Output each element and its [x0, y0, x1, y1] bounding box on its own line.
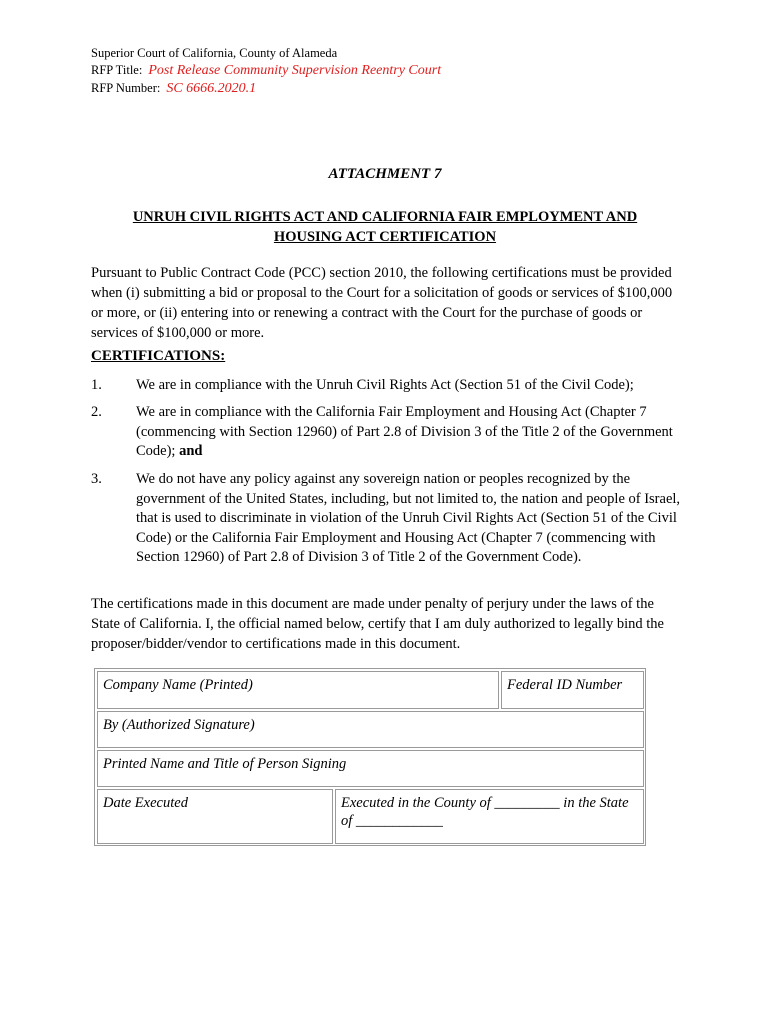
- court-name: Superior Court of California, County of Alameda: [91, 46, 338, 60]
- company-name-label: Company Name (Printed): [103, 677, 253, 693]
- authorized-signature-label: By (Authorized Signature): [103, 717, 255, 733]
- company-name-field[interactable]: [97, 671, 499, 709]
- attachment-heading: ATTACHMENT 7: [328, 166, 442, 182]
- item-text: We do not have any policy against any sovereign nation or peoples recognized by the government of the United States, including, but not limited to, the nation and people of Israel, that is used to discriminate in violation of the Unruh Civil Rights Act (Section 51 of the Civil Code) or the California Fair Employment and Housing Act (Chapter 7 (commencing with Section 12960) of Part 2.8 of Division 3 of Title 2 of the Government Code).: [136, 471, 681, 565]
- title-line-1: UNRUH CIVIL RIGHTS ACT AND CALIFORNIA FAIR EMPLOYMENT AND: [132, 209, 638, 225]
- date-executed-field[interactable]: [97, 789, 333, 844]
- item-number: 3.: [91, 471, 102, 487]
- title-line-2: HOUSING ACT CERTIFICATION: [273, 229, 497, 245]
- closing-paragraph: The certifications made in this document are made under penalty of perjury under the laws of the State of California. I, the official named below, certify that I am duly authorized to legally bind the proposer/bidder/vendor to certifications made in this document.: [91, 596, 664, 652]
- item-number: 1.: [91, 377, 102, 393]
- authorized-signature-field[interactable]: [97, 711, 644, 748]
- executed-county-field[interactable]: [335, 789, 644, 844]
- rfp-number-value: SC 6666.2020.1: [166, 81, 257, 96]
- signature-table: [94, 668, 646, 846]
- printed-name-field[interactable]: [97, 750, 644, 787]
- rfp-number-line: [91, 80, 256, 97]
- federal-id-field[interactable]: [501, 671, 644, 709]
- rfp-title-label: RFP Title:: [91, 63, 143, 77]
- certifications-heading: CERTIFICATIONS:: [91, 348, 226, 364]
- printed-name-label: Printed Name and Title of Person Signing: [103, 756, 347, 772]
- executed-county-label: Executed in the County of _________ in the State of ____________: [341, 795, 629, 829]
- item-text: We are in compliance with the Unruh Civil Rights Act (Section 51 of the Civil Code);: [136, 377, 634, 393]
- rfp-title-value: Post Release Community Supervision Reentry Court: [148, 63, 442, 78]
- document-title: [100, 207, 670, 247]
- item-suffix: and: [179, 443, 203, 459]
- date-executed-label: Date Executed: [103, 795, 188, 811]
- item-number: 2.: [91, 404, 102, 420]
- rfp-number-label: RFP Number:: [91, 81, 161, 95]
- intro-paragraph: Pursuant to Public Contract Code (PCC) section 2010, the following certifications must be provided when (i) submitting a bid or proposal to the Court for a solicitation of goods or services of $100,000 or more, or (ii) entering into or renewing a contract with the Court for the purchase of goods or services of $100,000 or more.: [91, 265, 673, 341]
- certification-item: [91, 470, 683, 568]
- rfp-title-line: [91, 62, 441, 79]
- certification-item: [91, 403, 683, 462]
- federal-id-label: Federal ID Number: [507, 677, 623, 693]
- item-text: We are in compliance with the California Fair Employment and Housing Act (Chapter 7 (commencing with Section 12960) of Part 2.8 of Division 3 of the Title 2 of the Government Code);: [136, 404, 673, 459]
- certification-item: [91, 376, 683, 396]
- item-text-wrapper: [136, 403, 683, 462]
